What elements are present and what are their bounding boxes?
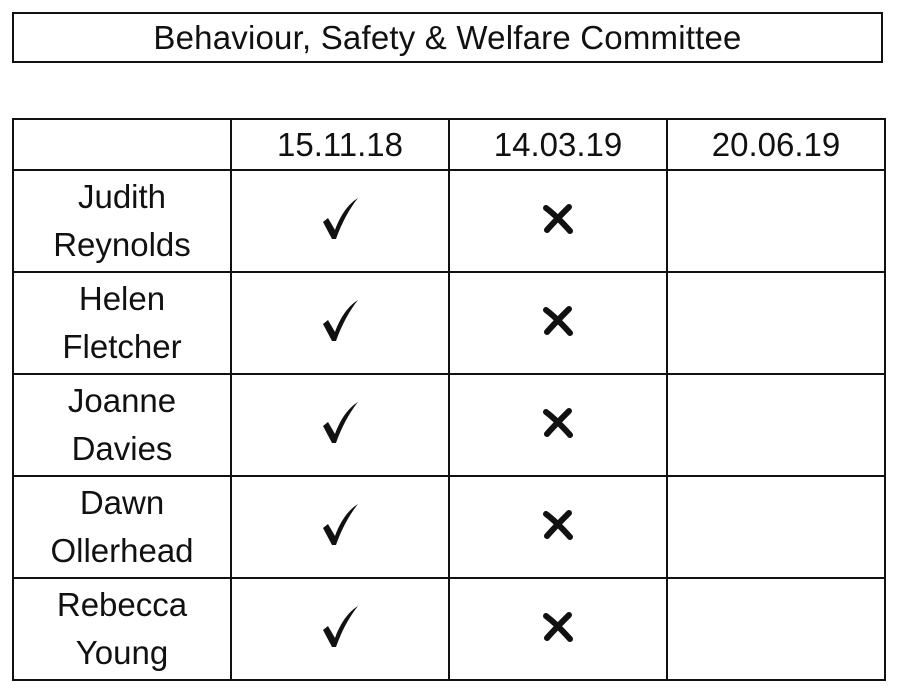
member-last-name: Fletcher <box>62 328 182 365</box>
attendance-cell <box>231 170 449 272</box>
member-last-name: Young <box>75 634 169 671</box>
member-name-cell <box>13 272 231 374</box>
check-icon <box>320 400 360 446</box>
cross-icon <box>542 204 574 234</box>
check-icon <box>320 196 360 242</box>
member-first-name: Joanne <box>67 382 177 419</box>
member-name-cell <box>13 374 231 476</box>
date-header: 14.03.19 <box>449 119 667 170</box>
date-header: 20.06.19 <box>667 119 885 170</box>
corner-cell <box>13 119 231 170</box>
member-first-name: Helen <box>78 280 166 317</box>
committee-title: Behaviour, Safety & Welfare Committee <box>12 12 883 63</box>
attendance-cell <box>449 374 667 476</box>
table-row <box>13 476 885 578</box>
check-icon <box>320 604 360 650</box>
attendance-cell <box>667 374 885 476</box>
member-name-cell <box>13 170 231 272</box>
attendance-cell <box>449 578 667 680</box>
check-icon <box>320 298 360 344</box>
attendance-cell <box>231 272 449 374</box>
member-last-name: Ollerhead <box>50 532 194 569</box>
cross-icon <box>542 306 574 336</box>
member-first-name: Judith <box>77 178 167 215</box>
cross-icon <box>542 510 574 540</box>
member-last-name: Reynolds <box>53 226 191 263</box>
attendance-cell <box>667 170 885 272</box>
member-first-name: Rebecca <box>56 586 188 623</box>
member-last-name: Davies <box>71 430 173 467</box>
attendance-cell <box>231 374 449 476</box>
check-icon <box>320 502 360 548</box>
cross-icon <box>542 408 574 438</box>
member-first-name: Dawn <box>79 484 165 521</box>
member-name-cell <box>13 476 231 578</box>
member-name-cell <box>13 578 231 680</box>
table-row <box>13 374 885 476</box>
attendance-cell <box>231 476 449 578</box>
table-row <box>13 272 885 374</box>
table-row <box>13 578 885 680</box>
attendance-cell <box>231 578 449 680</box>
cross-icon <box>542 612 574 642</box>
attendance-cell <box>449 476 667 578</box>
table-row <box>13 170 885 272</box>
table-header-row <box>13 119 885 170</box>
attendance-cell <box>667 272 885 374</box>
attendance-cell <box>667 476 885 578</box>
attendance-cell <box>449 170 667 272</box>
date-header: 15.11.18 <box>231 119 449 170</box>
attendance-cell <box>449 272 667 374</box>
attendance-table <box>12 118 886 681</box>
attendance-cell <box>667 578 885 680</box>
